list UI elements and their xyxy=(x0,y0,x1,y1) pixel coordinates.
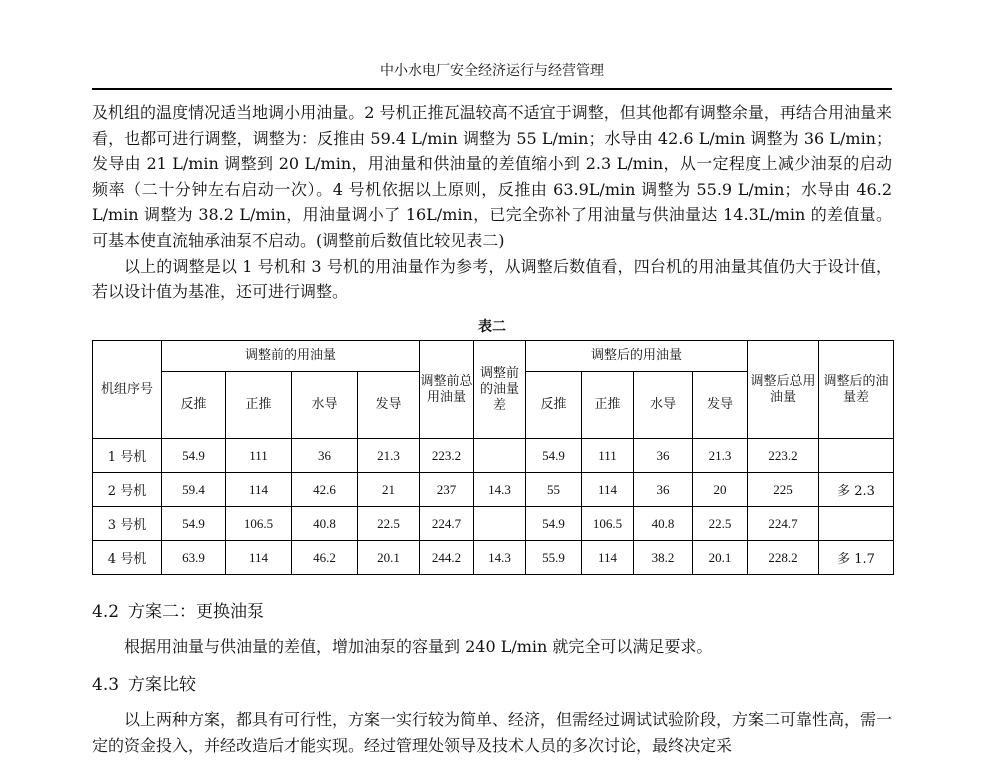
table-row xyxy=(93,507,894,541)
cell-value: 224.7 xyxy=(748,507,819,541)
body-text-top xyxy=(92,100,892,305)
cell-value: 114 xyxy=(582,541,634,575)
section-4-2-body xyxy=(92,634,892,660)
cell-value: 223.2 xyxy=(748,439,819,473)
paragraph-adjustment-details: 及机组的温度情况适当地调小用油量。2 号机正推瓦温较高不适宜于调整，但其他都有调整余量，再结合用油量来看，也都可进行调整，调整为：反推由 59.4 L/min 调整为 55 L/min；水导由 42.6 L/min 调整为 36 L/min；发导由 21 L/min 调整到 20 L/min，用油量和供油量的差值缩小到 2.3 L/min，从一定程度上减少油泵的启动频率（二十分钟左右启动一次）。4 号机依据以上原则，反推由 63.9L/min 调整为 55.9 L/min；水导由 46.2 L/min 调整为 38.2 L/min，用油量调小了 16L/min，已完全弥补了用油量与供油量达 14.3L/min 的差值量。可基本使直流轴承油泵不启动。(调整前后数值比较见表二) xyxy=(92,103,892,250)
cell-value: 22.5 xyxy=(693,507,748,541)
cell-value: 223.2 xyxy=(420,439,474,473)
cell-value: 46.2 xyxy=(292,541,358,575)
table-caption: 表二 xyxy=(478,319,506,335)
cell-value: 22.5 xyxy=(358,507,420,541)
section-number: 4.2 xyxy=(92,602,120,622)
cell-value: 244.2 xyxy=(420,541,474,575)
cell-value: 36 xyxy=(634,473,693,507)
cell-value: 多 1.7 xyxy=(819,541,894,575)
cell-value: 114 xyxy=(226,473,292,507)
header-after-fantui: 反推 xyxy=(526,372,582,439)
cell-value: 55 xyxy=(526,473,582,507)
cell-value: 54.9 xyxy=(526,439,582,473)
header-before-fantui: 反推 xyxy=(162,372,226,439)
cell-value: 38.2 xyxy=(634,541,693,575)
running-header: 中小水电厂安全经济运行与经营管理 xyxy=(380,63,604,79)
cell-unit: 2 号机 xyxy=(93,473,162,507)
header-after-fadao: 发导 xyxy=(693,372,748,439)
cell-value xyxy=(474,439,526,473)
cell-value xyxy=(819,439,894,473)
cell-value: 63.9 xyxy=(162,541,226,575)
header-unit: 机组序号 xyxy=(93,341,162,439)
header-before-group: 调整前的用油量 xyxy=(162,341,420,372)
table-row xyxy=(93,439,894,473)
header-before-fadao: 发导 xyxy=(358,372,420,439)
cell-value: 114 xyxy=(582,473,634,507)
cell-unit: 1 号机 xyxy=(93,439,162,473)
cell-value: 54.9 xyxy=(162,507,226,541)
cell-value xyxy=(819,507,894,541)
cell-value: 237 xyxy=(420,473,474,507)
cell-value: 14.3 xyxy=(474,541,526,575)
section-heading-4-3 xyxy=(92,674,196,696)
oil-usage-table xyxy=(92,340,894,575)
cell-value: 111 xyxy=(582,439,634,473)
cell-value xyxy=(474,507,526,541)
cell-value: 36 xyxy=(292,439,358,473)
header-before-diff: 调整前的油量差 xyxy=(474,341,526,439)
cell-value: 114 xyxy=(226,541,292,575)
table-row xyxy=(93,541,894,575)
cell-value: 55.9 xyxy=(526,541,582,575)
paragraph-replace-pump: 根据用油量与供油量的差值，增加油泵的容量到 240 L/min 就完全可以满足要求。 xyxy=(124,637,713,656)
cell-value: 54.9 xyxy=(162,439,226,473)
cell-value: 20.1 xyxy=(358,541,420,575)
cell-value: 106.5 xyxy=(226,507,292,541)
paragraph-adjustment-summary: 以上的调整是以 1 号机和 3 号机的用油量作为参考，从调整后数值看，四台机的用油量其值仍大于设计值，若以设计值为基准，还可进行调整。 xyxy=(92,256,892,302)
section-title: 方案二：更换油泵 xyxy=(128,602,264,622)
section-title: 方案比较 xyxy=(128,675,196,695)
cell-value: 54.9 xyxy=(526,507,582,541)
header-after-group: 调整后的用油量 xyxy=(526,341,748,372)
cell-value: 21 xyxy=(358,473,420,507)
cell-unit: 4 号机 xyxy=(93,541,162,575)
cell-value: 42.6 xyxy=(292,473,358,507)
cell-value: 111 xyxy=(226,439,292,473)
table-header-row xyxy=(93,341,894,372)
header-after-diff: 调整后的油量差 xyxy=(819,341,894,439)
cell-value: 14.3 xyxy=(474,473,526,507)
cell-value: 225 xyxy=(748,473,819,507)
cell-value: 20.1 xyxy=(693,541,748,575)
header-before-total: 调整前总用油量 xyxy=(420,341,474,439)
cell-value: 106.5 xyxy=(582,507,634,541)
header-before-shuidao: 水导 xyxy=(292,372,358,439)
cell-value: 21.3 xyxy=(693,439,748,473)
section-heading-4-2 xyxy=(92,601,264,623)
section-4-3-body xyxy=(92,707,892,758)
cell-value: 40.8 xyxy=(292,507,358,541)
cell-value: 21.3 xyxy=(358,439,420,473)
cell-value: 36 xyxy=(634,439,693,473)
header-after-total: 调整后总用油量 xyxy=(748,341,819,439)
cell-value: 59.4 xyxy=(162,473,226,507)
header-before-zhengtui: 正推 xyxy=(226,372,292,439)
cell-value: 20 xyxy=(693,473,748,507)
cell-value: 224.7 xyxy=(420,507,474,541)
section-number: 4.3 xyxy=(92,675,120,695)
header-after-shuidao: 水导 xyxy=(634,372,693,439)
cell-value: 多 2.3 xyxy=(819,473,894,507)
paragraph-plan-comparison: 以上两种方案，都具有可行性，方案一实行较为简单、经济，但需经过调试试验阶段，方案二可靠性高，需一定的资金投入，并经改造后才能实现。经过管理处领导及技术人员的多次讨论，最终决定采 xyxy=(92,710,893,755)
header-after-zhengtui: 正推 xyxy=(582,372,634,439)
cell-unit: 3 号机 xyxy=(93,507,162,541)
cell-value: 40.8 xyxy=(634,507,693,541)
cell-value: 228.2 xyxy=(748,541,819,575)
header-rule xyxy=(92,88,892,90)
table-row xyxy=(93,473,894,507)
